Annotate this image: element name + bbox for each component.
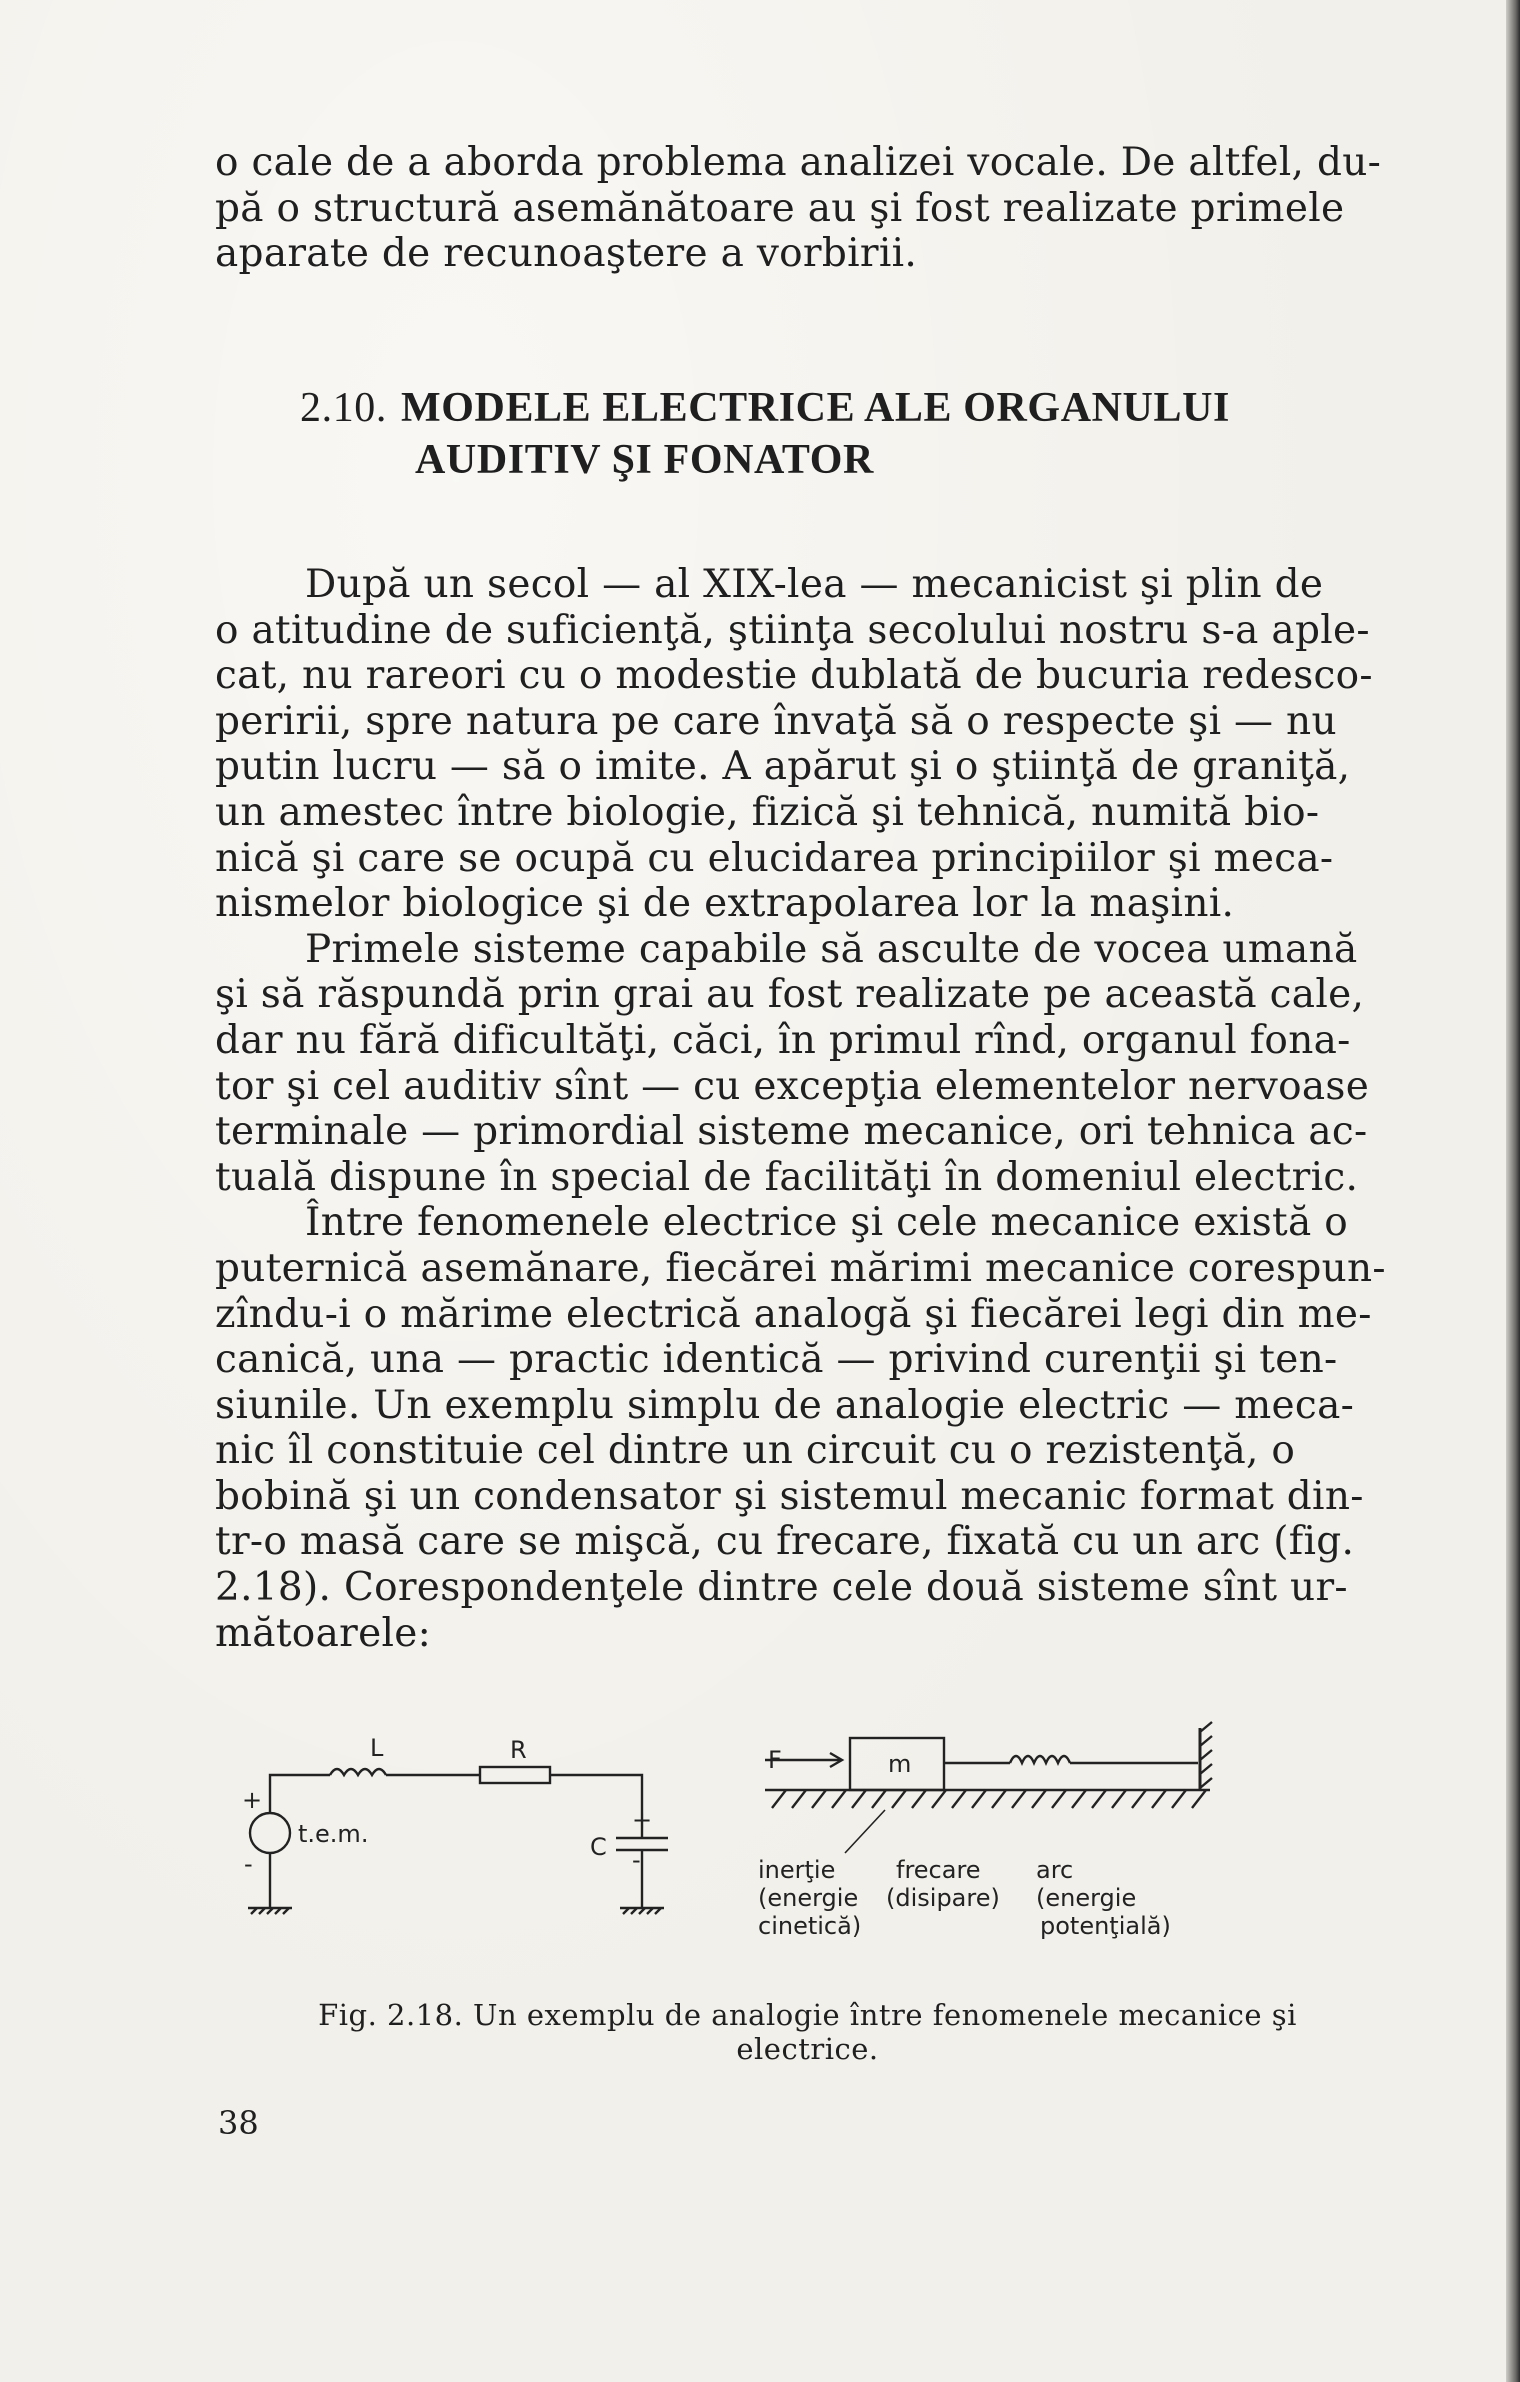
circuit-wire-right — [550, 1775, 642, 1838]
capacitor-plus: + — [632, 1806, 653, 1834]
capacitor — [616, 1838, 668, 1850]
inductor-label: L — [370, 1734, 384, 1762]
voltage-source — [250, 1813, 290, 1853]
resistor — [480, 1767, 550, 1783]
ground-hatch — [772, 1790, 1206, 1808]
inertia-sub2: cinetică) — [758, 1912, 862, 1940]
circuit-wire-left — [270, 1775, 330, 1813]
body-text — [215, 562, 1395, 1656]
caption-text: Fig. 2.18. Un exemplu de analogie între fenomenele mecanice şi electrice. — [318, 1998, 1297, 2066]
force-label: F — [768, 1746, 782, 1774]
page-number: 38 — [218, 2104, 259, 2142]
inertia-label: inerţie — [758, 1856, 836, 1884]
paragraph-2: Primele sisteme capabile să asculte de vocea umană şi să răspundă prin grai au fost realizate pe această cale, dar nu fără dificultăţi, căci, în primul rînd, organul fona- tor şi cel auditiv sînt — cu excepţia elementelor nervoase terminale — primordial sisteme mecanice, ori tehnica ac- tuală dispune în special de facilităţi în domeniul electric. — [215, 926, 1370, 1200]
section-title-line1: MODELE ELECTRICE ALE ORGANULUI — [401, 385, 1230, 431]
intro-paragraph — [215, 140, 1395, 277]
source-plus: + — [242, 1786, 263, 1814]
source-label: t.e.m. — [298, 1820, 369, 1848]
inertia-sub1: (energie — [758, 1884, 859, 1912]
wall-hatch — [1200, 1722, 1212, 1788]
mechanical-system — [765, 1722, 1212, 1853]
section-number: 2.10. — [300, 385, 387, 431]
paragraph-1: După un secol — al XIX-lea — mecanicist şi plin de o atitudine de suficienţă, ştiinţa secolului nostru s-a aple- cat, nu rareori cu o modestie dublată de bucuria redesco- peririi, spre natura pe care învaţă să o respecte şi — nu putin lucru — să o imite. A apărut şi o ştiinţă de graniţă, un amestec între biologie, fizică şi tehnică, numită bio- nică şi care se ocupă cu elucidarea principiilor şi meca- nismelor biologice şi de extrapolarea lor la maşini. — [215, 562, 1373, 927]
inductor-coil — [330, 1769, 386, 1775]
inertia-pointer — [845, 1810, 885, 1853]
page-edge-shadow — [1506, 0, 1520, 2382]
spring-sub2: potenţială) — [1040, 1912, 1171, 1940]
paragraph-3: Între fenomenele electrice şi cele mecanice există o puternică asemănare, fiecărei mărimi mecanice corespun- zîndu-i o mărime electrică analogă şi fiecărei legi din me- canică, una — practic identică — privind curenţii şi ten- siunile. Un exemplu simplu de analogie electric — meca- nic îl constituie cel dintre un circuit cu o rezistenţă, o bobină şi un condensator şi sistemul mecanic format din- tr-o masă care se mişcă, cu frecare, fixată cu un arc (fig. 2.18). Corespondenţele dintre cele două sisteme sînt ur- mătoarele: — [215, 1200, 1386, 1656]
friction-label: frecare — [896, 1856, 981, 1884]
friction-sub: (disipare) — [886, 1884, 1000, 1912]
source-minus: - — [244, 1850, 253, 1878]
intro-text: o cale de a aborda problema analizei vocale. De altfel, du- pă o structură asemănătoare au şi fost realizate primele aparate de recunoaştere a vorbirii. — [215, 140, 1382, 277]
figure-caption — [215, 1998, 1400, 2066]
mass-label: m — [888, 1750, 912, 1778]
capacitor-minus: - — [632, 1846, 641, 1874]
spring-label: arc — [1036, 1856, 1074, 1884]
spring-sub1: (energie — [1036, 1884, 1137, 1912]
figure-2-18-diagram — [220, 1718, 1240, 1988]
section-title-line2: AUDITIV ŞI FONATOR — [415, 437, 874, 483]
spring — [1010, 1756, 1070, 1763]
section-heading — [300, 382, 1230, 486]
resistor-label: R — [510, 1736, 527, 1764]
capacitor-label: C — [590, 1833, 607, 1861]
